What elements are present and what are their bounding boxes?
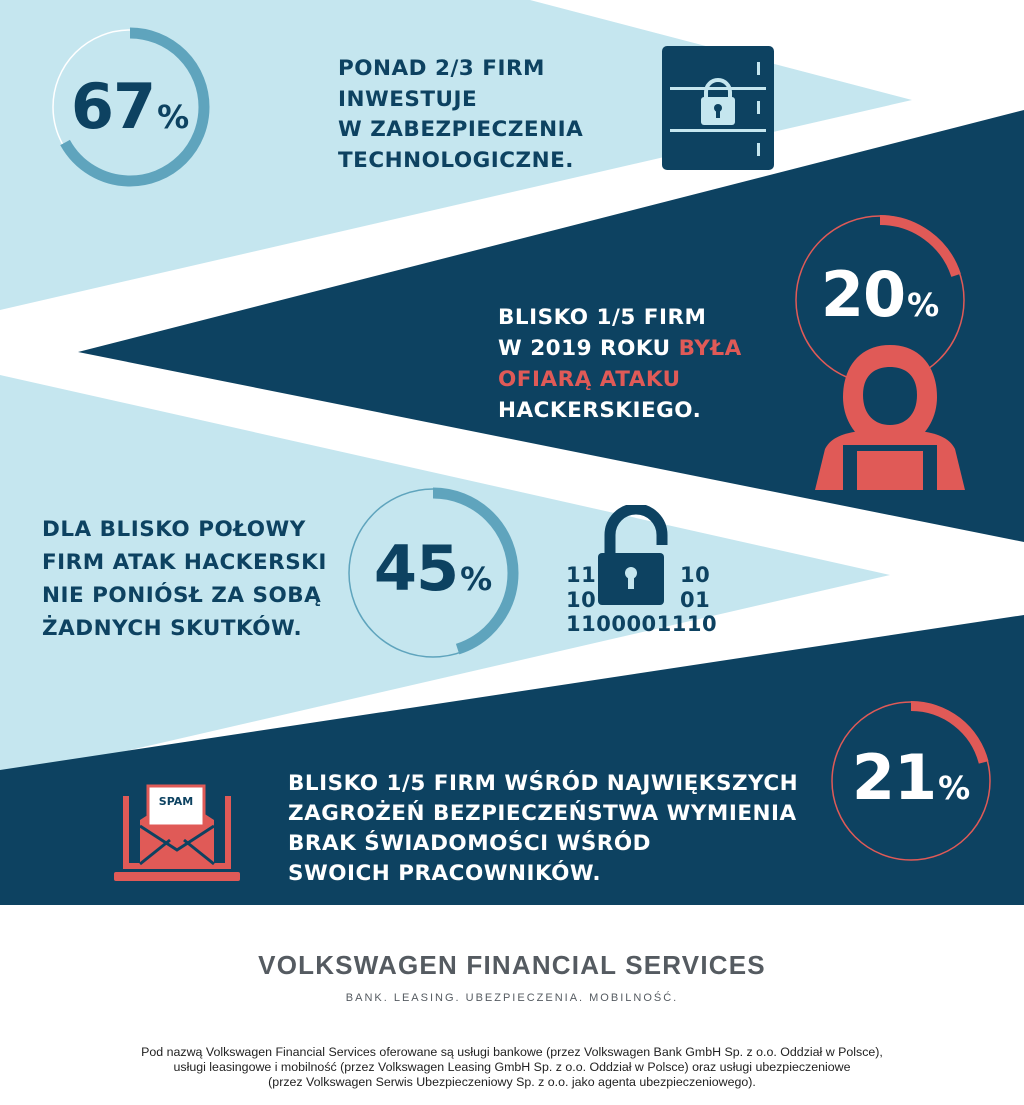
stat-21-number: 21 (851, 741, 937, 814)
stat-45-value (343, 532, 523, 612)
stat-21-text (288, 769, 798, 889)
stat-20-line-3: OFIARĄ ATAKU (498, 367, 681, 392)
stat-45-line-1: DLA BLISKO POŁOWY (42, 517, 306, 542)
stat-45-line-2: FIRM ATAK HACKERSKI (42, 550, 327, 575)
stat-21-line-3: BRAK ŚWIADOMOŚCI WŚRÓD (288, 831, 651, 856)
hooded-hacker-icon (805, 345, 975, 490)
stat-20-line-1: BLISKO 1/5 FIRM (498, 305, 707, 330)
legal-disclaimer (60, 1045, 964, 1090)
binary-right-2: 01 (680, 588, 711, 612)
disclaimer-line-1: Pod nazwą Volkswagen Financial Services oferowane są usługi bankowe (przez Volkswagen Bank GmbH Sp. z o.o. Oddział w Polsce), (141, 1045, 883, 1059)
stat-20-text (498, 302, 742, 426)
stat-67-line-2: INWESTUJE (338, 86, 478, 112)
spam-label: SPAM (158, 795, 194, 808)
stat-67-value (45, 70, 215, 150)
brand-name: VOLKSWAGEN FINANCIAL SERVICES (258, 950, 766, 980)
binary-left-1: 11 (566, 563, 597, 587)
stat-45-line-3: NIE PONIÓSŁ ZA SOBĄ (42, 583, 322, 608)
stat-45-number: 45 (373, 532, 459, 605)
stat-20-value (790, 258, 970, 338)
stat-20-sign: % (907, 286, 940, 324)
stat-21-sign: % (938, 769, 971, 807)
stat-20-line-2-normal: W 2019 ROKU (498, 336, 679, 361)
binary-left-2: 10 (566, 588, 597, 612)
stat-20-line-2-accent: BYŁA (678, 336, 742, 361)
stat-67-number: 67 (70, 70, 156, 143)
spam-laptop-icon (114, 776, 240, 888)
stat-67-sign: % (157, 98, 190, 136)
stat-21-line-2: ZAGROŻEŃ BEZPIECZEŃSTWA WYMIENIA (288, 801, 797, 826)
stat-45-text (42, 513, 327, 645)
stat-21-line-1: BLISKO 1/5 FIRM WŚRÓD NAJWIĘKSZYCH (288, 771, 799, 796)
stat-21-line-4: SWOICH PRACOWNIKÓW. (288, 861, 602, 886)
stat-67-line-1: PONAD 2/3 FIRM (338, 56, 545, 81)
stat-20-line-2 (498, 333, 742, 364)
stat-20-line-4: HACKERSKIEGO. (498, 398, 702, 423)
stat-45-sign: % (460, 560, 493, 598)
stat-45-line-4: ŻADNYCH SKUTKÓW. (42, 616, 303, 641)
stat-21-value (826, 741, 996, 821)
disclaimer-line-3: (przez Volkswagen Serwis Ubezpieczeniowy Sp. z o.o. jako agenta ubezpieczeniowego). (268, 1075, 756, 1089)
stat-67-text (338, 54, 583, 176)
open-padlock-icon (596, 505, 678, 605)
stat-67-line-3: W ZABEZPIECZENIA (338, 117, 584, 142)
stat-67-line-4: TECHNOLOGICZNE. (338, 147, 574, 173)
server-lock-icon (662, 46, 774, 170)
disclaimer-line-2: usługi leasingowe i mobilność (przez Volkswagen Leasing GmbH Sp. z o.o. Oddział w Polsce) oraz usługi ubezpieczeniowe (173, 1060, 851, 1074)
brand-tagline: BANK. LEASING. UBEZPIECZENIA. MOBILNOŚĆ. (345, 992, 679, 1004)
binary-bottom: 1100001110 (566, 612, 718, 636)
binary-right-1: 10 (680, 563, 711, 587)
stat-20-number: 20 (820, 258, 906, 331)
